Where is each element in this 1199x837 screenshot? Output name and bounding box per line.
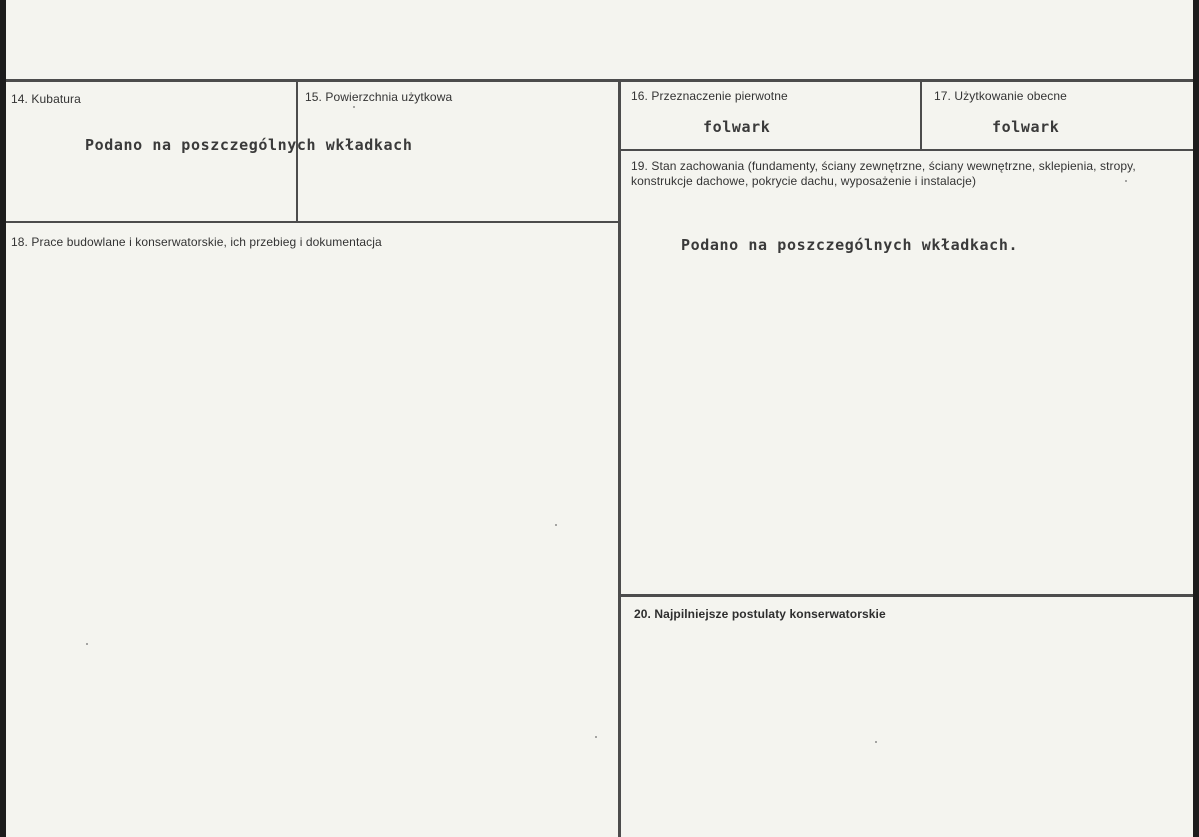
field-17-label: 17. Użytkowanie obecne: [934, 89, 1067, 103]
field-18-label: 18. Prace budowlane i konserwatorskie, ich przebieg i dokumentacja: [11, 235, 382, 249]
field-19-label: 19. Stan zachowania (fundamenty, ściany zewnętrzne, ściany wewnętrzne, sklepienia, stropy, konstrukcje dachowe, pokrycie dachu, wyposażenie i instalacje): [631, 159, 1136, 188]
divider-16-17: [920, 81, 922, 151]
paper-speck: [353, 106, 355, 108]
field-19-typed-value: Podano na poszczególnych wkładkach.: [681, 236, 1019, 254]
field-15-label: 15. Powierzchnia użytkowa: [305, 90, 453, 104]
field-14-label: 14. Kubatura: [11, 92, 81, 106]
field-16-typed-value: folwark: [703, 118, 771, 136]
form-page: [6, 0, 1196, 837]
main-vertical-divider: [618, 81, 621, 837]
field-17-typed-value: folwark: [992, 118, 1060, 136]
field-20-label: 20. Najpilniejsze postulaty konserwatorskie: [634, 607, 886, 621]
rule-below-19: [618, 594, 1196, 597]
field-16-label: 16. Przeznaczenie pierwotne: [631, 89, 788, 103]
paper-speck: [595, 736, 597, 738]
paper-speck: [1125, 180, 1127, 182]
paper-speck: [875, 741, 877, 743]
top-rule: [6, 79, 1196, 82]
paper-speck: [555, 524, 557, 526]
rule-below-16-17: [618, 149, 1196, 151]
paper-speck: [86, 643, 88, 645]
rule-below-14-15: [6, 221, 620, 223]
card-edge-shadow: [1193, 0, 1196, 837]
field-14-15-typed-value: Podano na poszczególnych wkładkach: [85, 136, 413, 154]
